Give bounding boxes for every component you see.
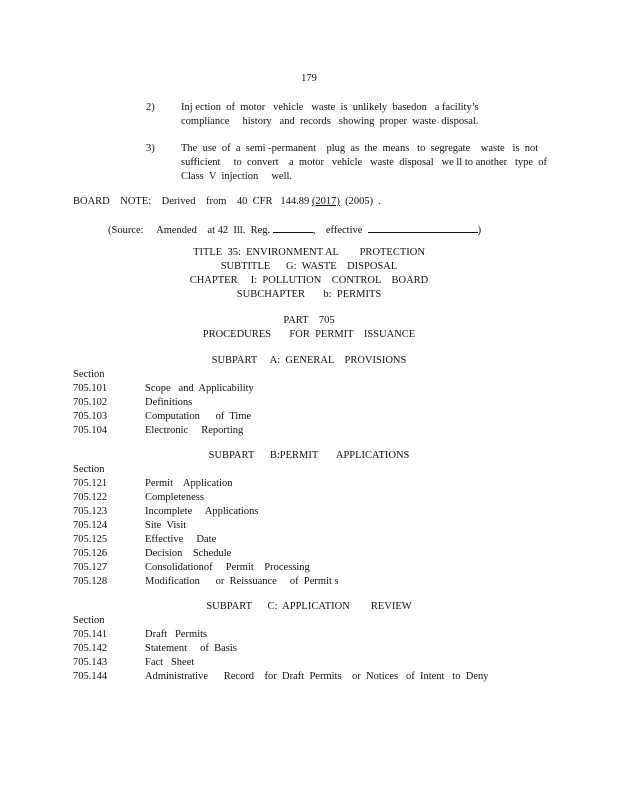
- section-label: Section: [73, 464, 105, 475]
- section-title: Statement of Basis: [145, 643, 237, 654]
- section-number: 705.124: [73, 520, 108, 531]
- section-title: Administrative Record for Draft Permits or Notices of Intent to Deny: [145, 671, 489, 682]
- list-item-text: The use of a semi -permanent plug as the means to segregate waste is not: [181, 143, 539, 154]
- source-line: [108, 221, 481, 238]
- part-title-heading: PROCEDURES FOR PERMIT ISSUANCE: [202, 329, 416, 340]
- section-entry: [73, 561, 593, 575]
- section-number: 705.102: [73, 397, 108, 408]
- section-entry: [73, 396, 593, 410]
- section-number: 705.123: [73, 506, 108, 517]
- issue-blank: [273, 221, 313, 233]
- subpart-heading: SUBPART A: GENERAL PROVISIONS: [211, 355, 407, 366]
- section-label: Section: [73, 369, 105, 380]
- section-number: 705.143: [73, 657, 108, 668]
- section-number: 705.127: [73, 562, 108, 573]
- section-entry: [73, 628, 593, 642]
- chapter-heading: CHAPTER I: POLLUTION CONTROL BOARD: [189, 275, 429, 286]
- section-label: Section: [73, 615, 105, 626]
- section-number: 705.142: [73, 643, 108, 654]
- section-entry: [73, 533, 593, 547]
- source-close: ): [477, 225, 482, 236]
- board-note: [73, 195, 381, 209]
- section-title: Incomplete Applications: [145, 506, 259, 517]
- section-entry: [73, 477, 593, 491]
- board-note-tail: .: [378, 196, 381, 207]
- section-number: 705.125: [73, 534, 108, 545]
- subtitle-heading: SUBTITLE G: WASTE DISPOSAL: [220, 261, 398, 272]
- section-title: Effective Date: [145, 534, 217, 545]
- section-number: 705.122: [73, 492, 108, 503]
- list-item-text: Inj ection of motor vehicle waste is unlikely basedon a facility’s: [181, 102, 479, 113]
- section-title: Electronic Reporting: [145, 425, 244, 436]
- section-number: 705.121: [73, 478, 108, 489]
- list-item-number: 2): [146, 102, 155, 113]
- section-number: 705.141: [73, 629, 108, 640]
- section-title: Computation of Time: [145, 411, 252, 422]
- section-title: Modification or Reissuance of Permit s: [145, 576, 339, 587]
- section-title: Decision Schedule: [145, 548, 232, 559]
- section-number: 705.126: [73, 548, 108, 559]
- board-note-label: BOARD NOTE:: [73, 196, 152, 207]
- section-entry: [73, 547, 593, 561]
- board-note-year: (2005): [345, 196, 374, 207]
- section-number: 705.101: [73, 383, 108, 394]
- section-title: Site Visit: [145, 520, 187, 531]
- section-title: Definitions: [145, 397, 193, 408]
- part-heading: PART 705: [283, 315, 335, 326]
- section-number: 705.128: [73, 576, 108, 587]
- section-entry: [73, 382, 593, 396]
- section-title: Permit Application: [145, 478, 233, 489]
- section-number: 705.144: [73, 671, 108, 682]
- section-title: Fact Sheet: [145, 657, 195, 668]
- effective-date-blank: [368, 221, 478, 233]
- board-note-text: Derived from 40 CFR 144.89: [161, 196, 310, 207]
- section-entry: [73, 424, 593, 438]
- section-number: 705.103: [73, 411, 108, 422]
- section-title: Completeness: [145, 492, 204, 503]
- section-entry: [73, 410, 593, 424]
- section-entry: [73, 505, 593, 519]
- section-number: 705.104: [73, 425, 108, 436]
- list-item-text: Class V injection well.: [181, 171, 293, 182]
- section-title: Draft Permits: [145, 629, 208, 640]
- section-entry: [73, 491, 593, 505]
- board-note-year-underlined: (2017): [311, 196, 340, 207]
- source-mid: , effective: [312, 225, 363, 236]
- list-item-text: sufficient to convert a motor vehicle waste disposal we ll to another type of: [181, 157, 548, 168]
- title-heading: TITLE 35: ENVIRONMENT AL PROTECTION: [193, 247, 425, 258]
- section-entry: [73, 519, 593, 533]
- subchapter-heading: SUBCHAPTER b: PERMITS: [236, 289, 382, 300]
- subpart-heading: SUBPART C: APPLICATION REVIEW: [206, 601, 412, 612]
- section-entry: [73, 670, 593, 684]
- subpart-heading: SUBPART B:PERMIT APPLICATIONS: [208, 450, 410, 461]
- source-prefix: (Source: Amended at 42 Ill. Reg.: [108, 225, 271, 236]
- section-title: Scope and Applicability: [145, 383, 254, 394]
- list-item-number: 3): [146, 143, 155, 154]
- list-item-text: compliance history and records showing proper waste disposal.: [181, 116, 479, 127]
- section-entry: [73, 575, 593, 589]
- page-number: 179: [301, 73, 317, 84]
- section-title: Consolidationof Permit Processing: [145, 562, 310, 573]
- section-entry: [73, 656, 593, 670]
- section-entry: [73, 642, 593, 656]
